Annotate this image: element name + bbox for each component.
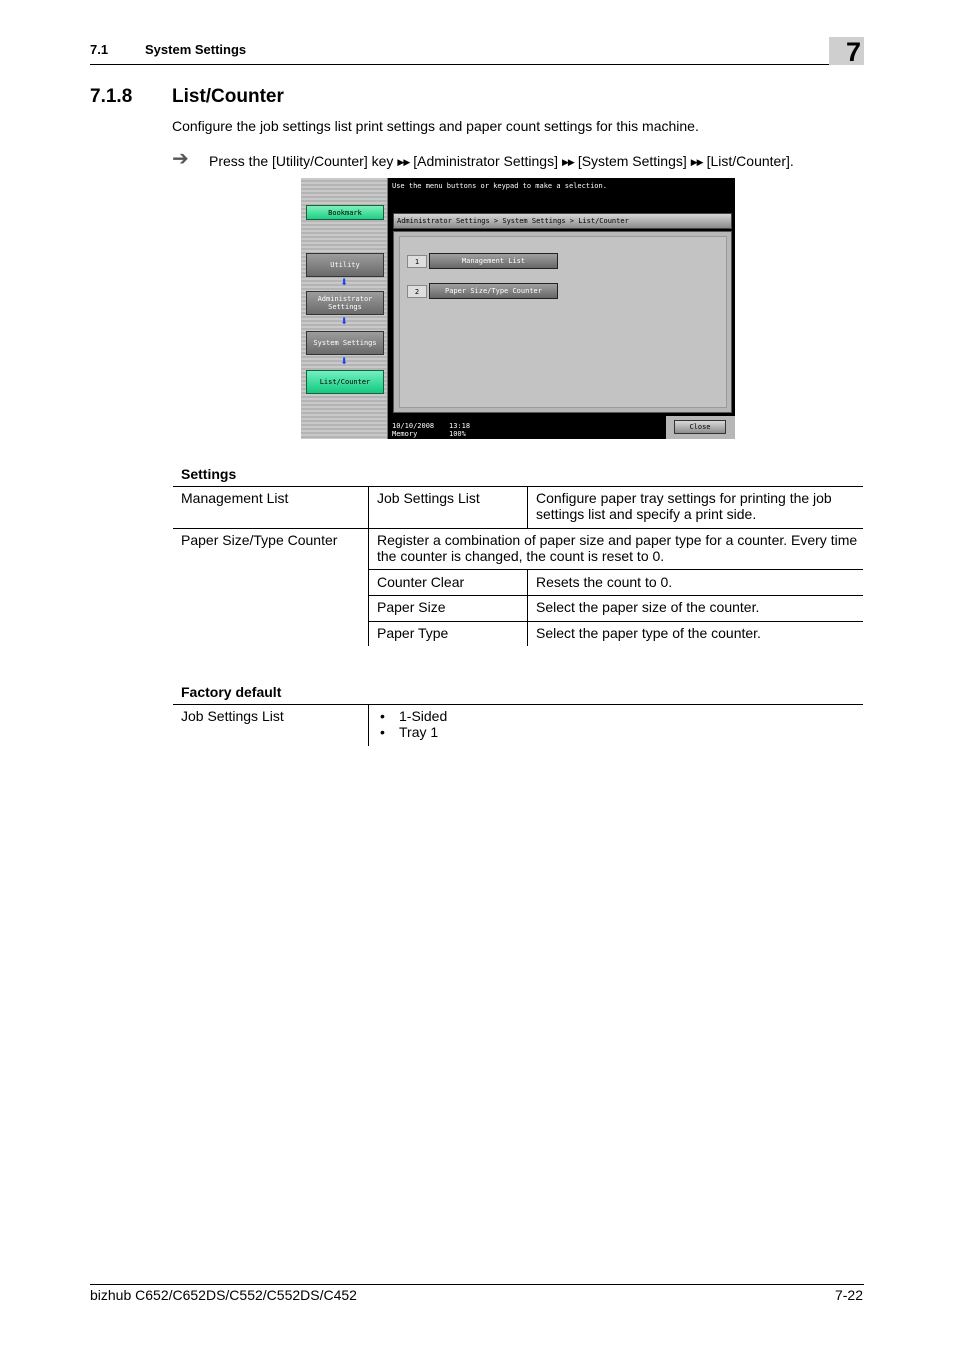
default-values-list [377, 708, 857, 740]
nav-admin-line: Administrator [317, 295, 373, 303]
section-title: List/Counter [172, 86, 284, 107]
list-item: • Tray 1 [377, 724, 857, 740]
table-rule [173, 528, 863, 529]
step-separator-icon: ▶▶ [397, 157, 410, 167]
table-cell-sub: Counter Clear [377, 574, 465, 590]
left-nav-panel [301, 178, 388, 439]
step-instruction [209, 153, 794, 169]
main-panel [388, 209, 735, 439]
status-memory-value: 100% [449, 430, 466, 438]
nav-utility-button[interactable]: Utility [306, 253, 384, 277]
table-cell-desc: Select the paper size of the counter. [536, 599, 760, 615]
management-list-button[interactable]: Management List [429, 253, 558, 269]
table-divider [368, 704, 369, 746]
status-time: 13:18 [449, 422, 471, 430]
header-section-title: System Settings [145, 42, 247, 57]
breadcrumb-text: Administrator Settings > System Settings > List/Counter [397, 217, 629, 225]
footer-rule [90, 1284, 864, 1285]
content-inner [399, 236, 727, 408]
down-arrow-icon: ⬇ [340, 356, 348, 366]
device-screenshot [301, 178, 735, 439]
table-cell-sub: Paper Type [377, 625, 449, 641]
chapter-tab [829, 37, 864, 65]
header-section-number: 7.1 [90, 42, 109, 57]
table-rule [368, 569, 863, 570]
table-rule [173, 486, 863, 487]
table-cell-name: Management List [181, 490, 289, 506]
table-divider [527, 486, 528, 528]
factory-default-caption: Factory default [181, 684, 282, 700]
footer-model: bizhub C652/C652DS/C552/C552DS/C452 [90, 1287, 357, 1303]
intro-text: Configure the job settings list print settings and paper count settings for this machine. [172, 118, 699, 134]
breadcrumb [393, 213, 732, 229]
close-tab [666, 416, 735, 439]
message-text: Use the menu buttons or keypad to make a selection. [392, 182, 607, 190]
step-part: [Administrator Settings] [413, 153, 558, 169]
nav-admin-line: Settings [328, 303, 362, 311]
down-arrow-icon: ⬇ [340, 316, 348, 326]
message-bar [388, 178, 735, 209]
table-cell-sub: Paper Size [377, 599, 446, 615]
step-part: Press the [Utility/Counter] key [209, 153, 394, 169]
table-cell-desc: Register a combination of paper size and paper type for a counter. Every time the counter is changed, the count is reset to 0. [377, 532, 858, 564]
table-cell-sub: Job Settings List [377, 490, 480, 506]
step-arrow-icon: ➔ [172, 148, 189, 170]
table-rule [173, 704, 863, 705]
table-rule [368, 595, 863, 596]
table-cell-desc: Select the paper type of the counter. [536, 625, 761, 641]
step-part: [List/Counter]. [706, 153, 794, 169]
table-cell-name: Paper Size/Type Counter [181, 532, 338, 548]
footer-page-number: 7-22 [834, 1287, 863, 1303]
status-bar [388, 416, 735, 439]
factory-default-table [173, 704, 863, 746]
status-date: 10/10/2008 [392, 422, 435, 430]
nav-admin-settings-button[interactable] [306, 291, 384, 315]
content-area [393, 231, 732, 413]
table-cell-name: Job Settings List [181, 708, 284, 724]
chapter-number: 7 [845, 37, 861, 67]
item-number: 1 [407, 255, 427, 268]
bookmark-button[interactable]: Bookmark [306, 205, 384, 220]
table-divider [368, 486, 369, 646]
table-cell-desc: Resets the count to 0. [536, 574, 673, 590]
nav-system-settings-button[interactable]: System Settings [306, 331, 384, 355]
table-cell-desc: Configure paper tray settings for printing the job settings list and specify a print side. [536, 490, 832, 522]
step-separator-icon: ▶▶ [561, 157, 574, 167]
settings-table [173, 486, 863, 646]
paper-size-type-counter-button[interactable]: Paper Size/Type Counter [429, 283, 558, 299]
step-separator-icon: ▶▶ [690, 157, 703, 167]
status-memory-label: Memory [392, 430, 418, 438]
item-number: 2 [407, 285, 427, 298]
nav-list-counter-button[interactable]: List/Counter [306, 370, 384, 394]
table-divider [527, 569, 528, 646]
settings-caption: Settings [181, 466, 237, 482]
section-number: 7.1.8 [90, 86, 133, 107]
down-arrow-icon: ⬇ [340, 277, 348, 287]
table-rule [368, 621, 863, 622]
list-item: • 1-Sided [377, 708, 857, 724]
close-button[interactable]: Close [674, 420, 726, 434]
header-rule [90, 64, 864, 65]
step-part: [System Settings] [577, 153, 687, 169]
